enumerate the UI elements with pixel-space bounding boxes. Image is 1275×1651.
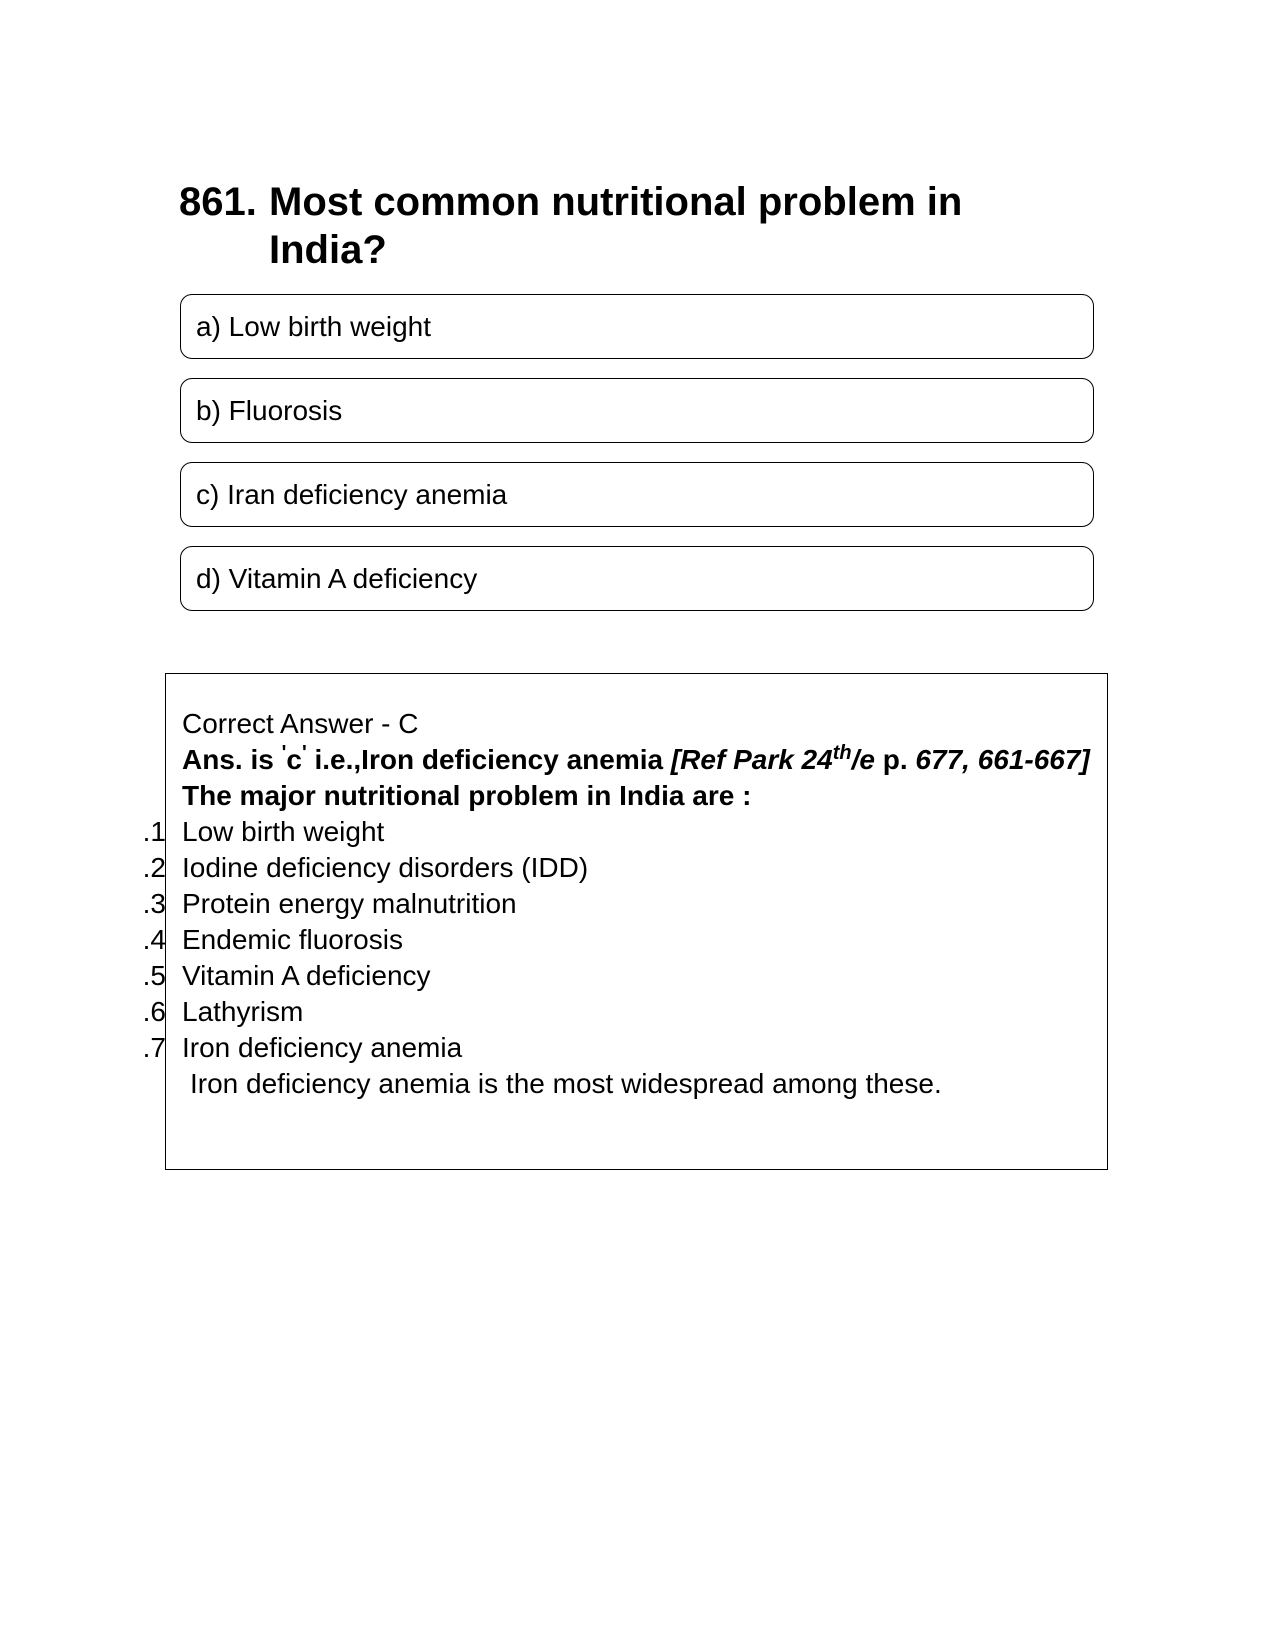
list-item	[142, 886, 1093, 922]
list-item-number: 3.	[142, 888, 166, 919]
list-item	[142, 994, 1093, 1030]
answer-letter: c	[286, 744, 302, 775]
list-item-text: Low birth weight	[182, 816, 385, 847]
list-item	[142, 1030, 1093, 1066]
list-item-number: 6.	[142, 996, 166, 1027]
reference-pages: 677, 661-667]	[915, 744, 1090, 775]
list-item-text: Lathyrism	[182, 996, 304, 1027]
option-d[interactable]: d) Vitamin A deficiency	[180, 546, 1094, 611]
list-item-number: 1.	[142, 816, 166, 847]
option-a[interactable]: a) Low birth weight	[180, 294, 1094, 359]
answer-statement	[182, 742, 1093, 778]
correct-answer-label: Correct Answer - C	[182, 708, 419, 739]
option-c[interactable]: c) Iran deficiency anemia	[180, 462, 1094, 527]
reference-edition-mark: /e	[851, 744, 875, 775]
question	[179, 178, 1039, 274]
question-number: 861.	[179, 180, 257, 224]
list-item-text: Endemic fluorosis	[182, 924, 403, 955]
answer-quote-close: '	[301, 742, 307, 764]
closing-statement: Iron deficiency anemia is the most widespread among these.	[190, 1068, 942, 1099]
answer-explanation-box	[142, 673, 1108, 1170]
list-item-number: 7.	[142, 1032, 166, 1063]
list-item-text: Iron deficiency anemia	[182, 1032, 463, 1063]
option-b[interactable]: b) Fluorosis	[180, 378, 1094, 443]
list-item-number: 5.	[142, 960, 166, 991]
answer-text: i.e.,Iron deficiency anemia	[306, 744, 671, 775]
list-item-text: Protein energy malnutrition	[182, 888, 517, 919]
question-text: Most common nutritional problem in India?	[269, 180, 963, 272]
reference-edition-suffix: th	[832, 742, 852, 764]
list-item-number: 4.	[142, 924, 166, 955]
list-item-number: 2.	[142, 852, 166, 883]
list-item	[142, 850, 1093, 886]
list-item	[142, 814, 1093, 850]
reference-book: [Ref Park 24	[670, 744, 833, 775]
list-item-text: Iodine deficiency disorders (IDD)	[182, 852, 589, 883]
reference-pages-label: p.	[874, 744, 916, 775]
list-heading: The major nutritional problem in India are :	[182, 780, 752, 811]
answer-prefix: Ans. is	[182, 744, 282, 775]
list-item	[142, 922, 1093, 958]
nutrition-problem-list	[142, 814, 1093, 1066]
list-item-text: Vitamin A deficiency	[182, 960, 431, 991]
answer-quote-open: '	[281, 742, 287, 764]
list-item	[142, 958, 1093, 994]
